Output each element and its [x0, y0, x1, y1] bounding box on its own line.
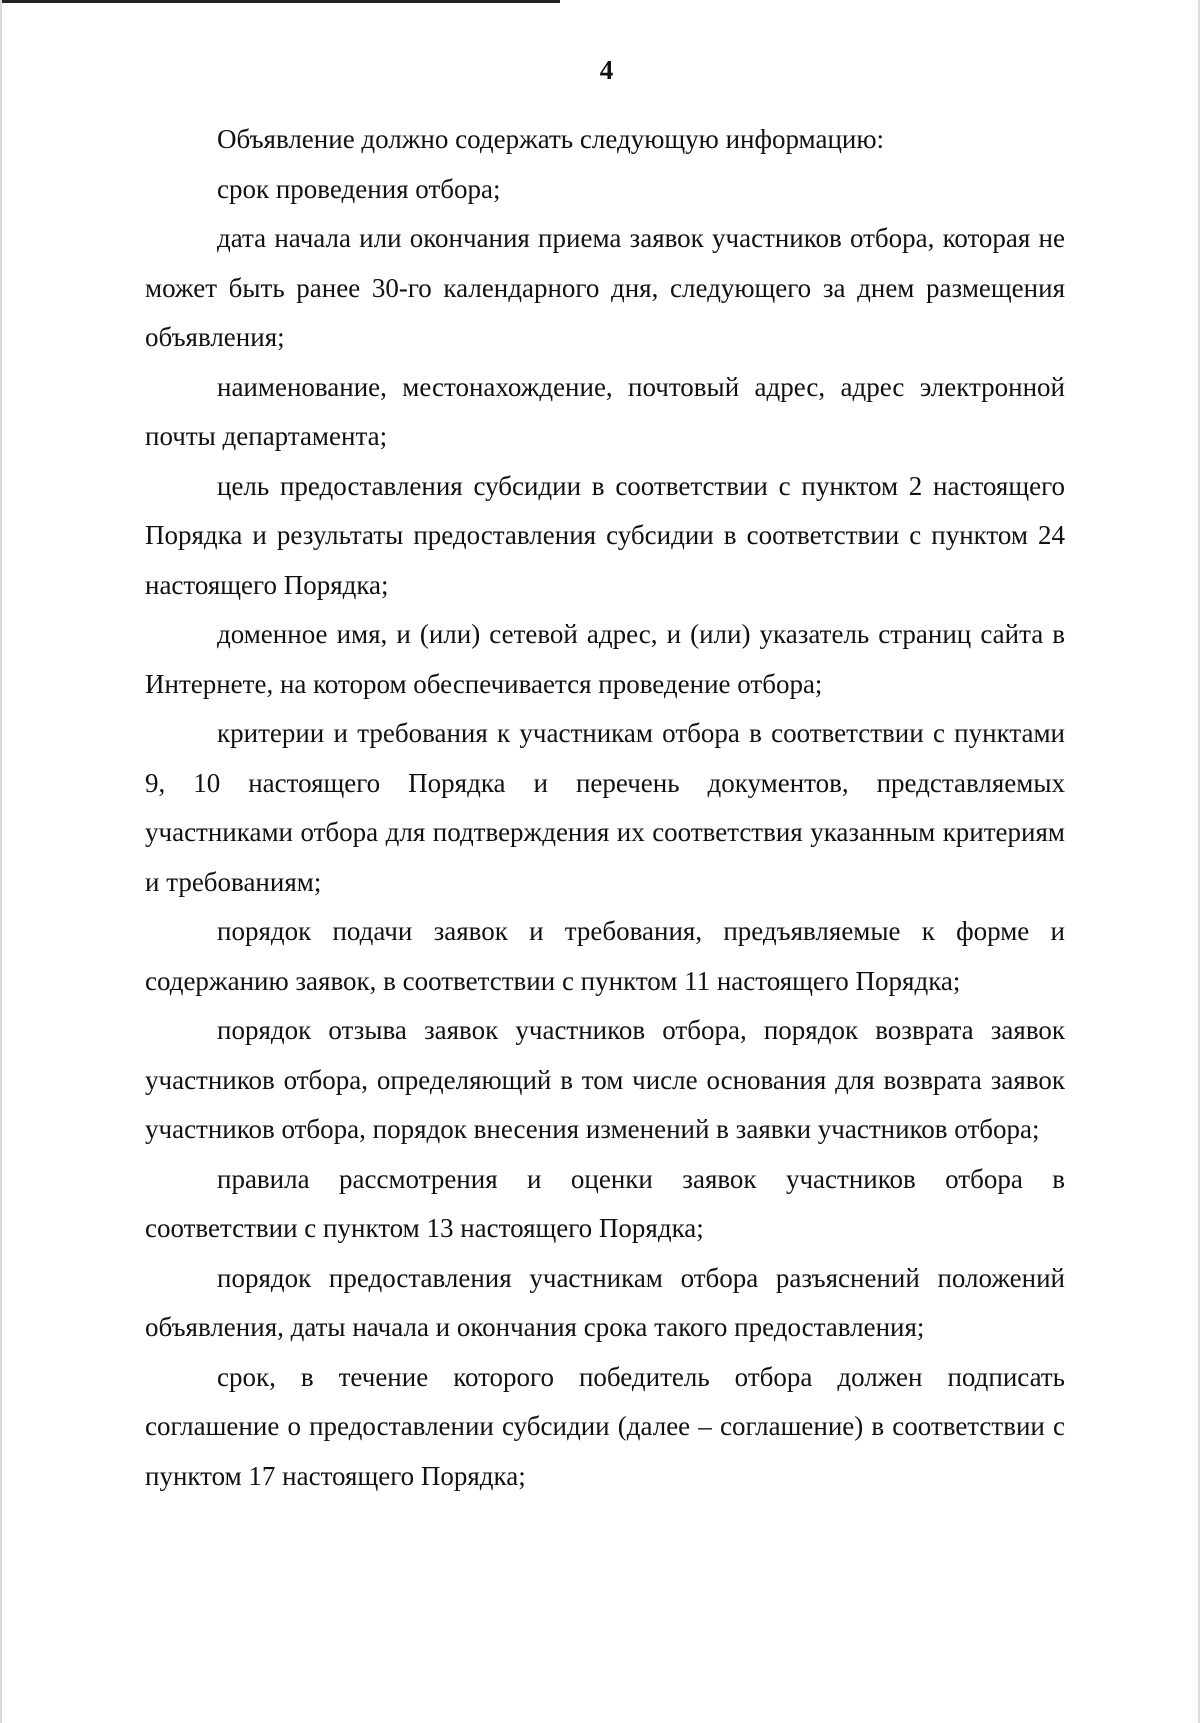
paragraph-evaluation-rules: правила рассмотрения и оценки заявок участников отбора в соответствии с пунктом 13 настоящего Порядка;	[145, 1163, 1065, 1243]
paragraph-website: доменное имя, и (или) сетевой адрес, и (или) указатель страниц сайта в Интернете, на котором обеспечивается проведение отбора;	[145, 619, 1065, 699]
paragraph-subsidy-purpose: цель предоставления субсидии в соответствии с пунктом 2 настоящего Порядка и результаты предоставления субсидии в соответствии с пунктом 24 настоящего Порядка;	[145, 470, 1065, 600]
paragraph-submission-procedure: порядок подачи заявок и требования, предъявляемые к форме и содержанию заявок, в соответствии с пунктом 11 настоящего Порядка;	[145, 916, 1065, 996]
paragraph-withdrawal-procedure: порядок отзыва заявок участников отбора, порядок возврата заявок участников отбора, определяющий в том числе основания для возврата заявок участников отбора, порядок внесения изменений в заявки участников отбора;	[145, 1015, 1065, 1144]
paragraph-application-dates: дата начала или окончания приема заявок участников отбора, которая не может быть ранее 30-го календарного дня, следующего за днем размещения объявления;	[145, 223, 1065, 352]
scan-left-edge	[0, 0, 2, 1723]
scan-top-border	[0, 0, 560, 3]
paragraph-selection-period: срок проведения отбора;	[217, 173, 501, 204]
paragraph-criteria: критерии и требования к участникам отбора в соответствии с пунктами 9, 10 настоящего Порядка и перечень документов, представляемых участниками отбора для подтверждения их соответствия указанным критериям и требованиям;	[145, 718, 1065, 897]
paragraph-department-contacts: наименование, местонахождение, почтовый адрес, адрес электронной почты департамента;	[145, 371, 1065, 451]
paragraph-clarifications: порядок предоставления участникам отбора разъяснений положений объявления, даты начала и окончания срока такого предоставления;	[145, 1262, 1065, 1342]
document-body	[145, 115, 1065, 1501]
page-number: 4	[599, 55, 614, 85]
paragraph-agreement-deadline: срок, в течение которого победитель отбора должен подписать соглашение о предоставлении субсидии (далее – соглашение) в соответствии с пунктом 17 настоящего Порядка;	[145, 1361, 1065, 1491]
paragraph-intro: Объявление должно содержать следующую информацию:	[217, 124, 885, 154]
